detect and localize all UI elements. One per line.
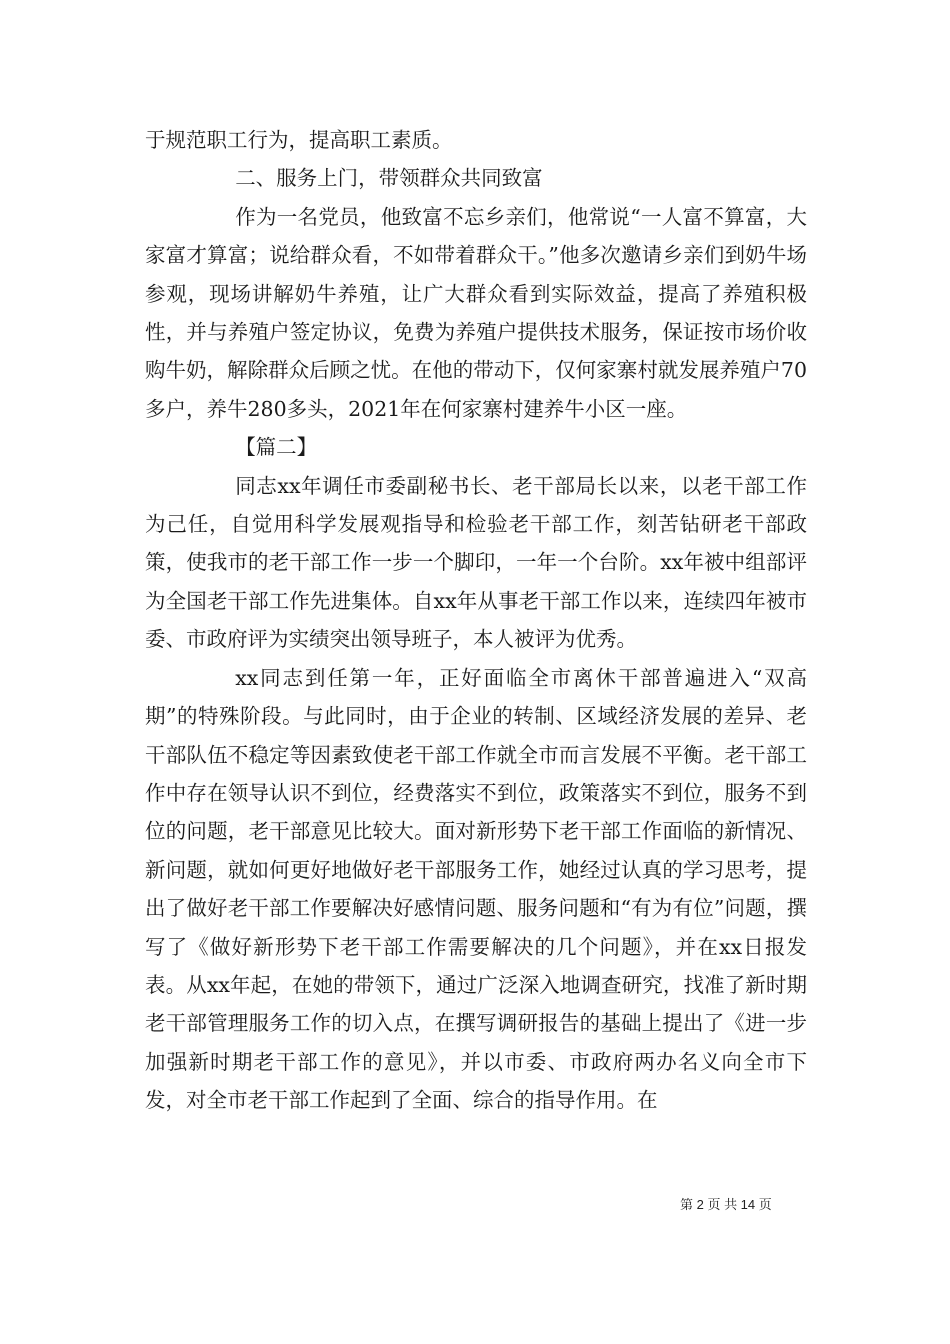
paragraph: xx同志到任第一年，正好面临全市离休干部普遍进入“双高期”的特殊阶段。与此同时，由于企业的转制、区域经济发展的差异、老干部队伍不稳定等因素致使老干部工作就全市而言发展不平衡。老干部工作中存在领导认识不到位，经费落实不到位，政策落实不到位，服务不到位的问题，老干部意见比较大。面对新形势下老干部工作面临的新情况、新问题，就如何更好地做好老干部服务工作，她经过认真的学习思考，提出了做好老干部工作要解决好感情问题、服务问题和“有为有位”问题，撰写了《做好新形势下老干部工作需要解决的几个问题》，并在xx日报发表。从xx年起，在她的带领下，通过广泛深入地调查研究，找准了新时期老干部管理服务工作的切入点，在撰写调研报告的基础上提出了《进一步加强新时期老干部工作的意见》，并以市委、市政府两办名义向全市下发，对全市老干部工作起到了全面、综合的指导作用。在 bbox=[145, 665, 807, 1113]
section-marker: 【篇二】 bbox=[235, 435, 318, 460]
paragraph-continuation: 于规范职工行为，提高职工素质。 bbox=[145, 128, 453, 152]
document-body bbox=[145, 121, 807, 1120]
paragraph: 作为一名党员，他致富不忘乡亲们，他常说“一人富不算富，大家富才算富；说给群众看，不如带着群众干。”他多次邀请乡亲们到奶牛场参观，现场讲解奶牛养殖，让广大群众看到实际效益，提高了养殖积极性，并与养殖户签定协议，免费为养殖户提供技术服务，保证按市场价收购牛奶，解除群众后顾之忧。在他的带动下，仅何家寨村就发展养殖户70多户，养牛280多头，2021年在何家寨村建养牛小区一座。 bbox=[145, 204, 807, 421]
page-number-footer: 第 2 页 共 14 页 bbox=[680, 1197, 772, 1212]
section-heading: 二、服务上门，带领群众共同致富 bbox=[235, 166, 543, 191]
paragraph: 同志xx年调任市委副秘书长、老干部局长以来，以老干部工作为己任，自觉用科学发展观指导和检验老干部工作，刻苦钻研老干部政策，使我市的老干部工作一步一个脚印，一年一个台阶。xx年被中组部评为全国老干部工作先进集体。自xx年从事老干部工作以来，连续四年被市委、市政府评为实绩突出领导班子，本人被评为优秀。 bbox=[145, 473, 807, 652]
